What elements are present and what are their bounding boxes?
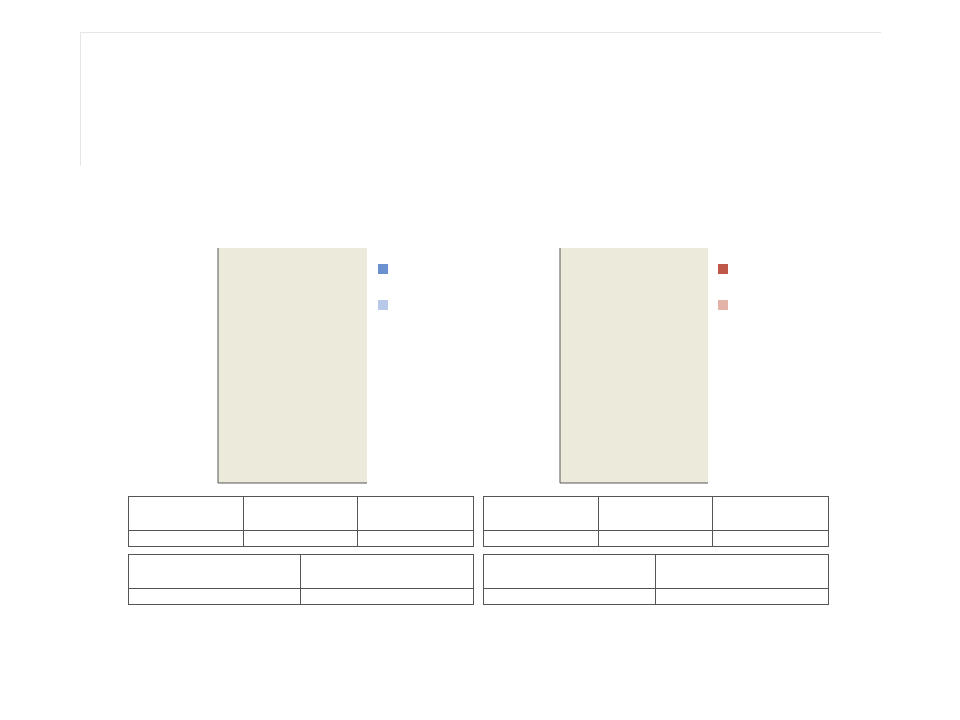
- table-header: [129, 555, 301, 589]
- table-header: [129, 497, 244, 531]
- table-cell: [484, 531, 599, 547]
- bleeding-chart: [483, 200, 853, 490]
- stroke-chart: [128, 200, 498, 490]
- figure: [112, 200, 852, 618]
- legend-swatch-observed: [378, 300, 388, 310]
- table-cell: [129, 589, 301, 605]
- legend-swatch-estimated: [378, 264, 388, 274]
- legend-swatch-estimated: [718, 264, 728, 274]
- table-cell: [598, 531, 713, 547]
- paper-title-box: [80, 32, 881, 166]
- table-header: [484, 497, 599, 531]
- table-header: [484, 555, 656, 589]
- plot-area: [560, 248, 708, 483]
- bleeding-summary-table: [483, 496, 829, 547]
- table-header: [300, 555, 474, 589]
- stroke-panel: [128, 200, 498, 618]
- bleeding-rate-table: [483, 554, 829, 605]
- table-header: [713, 497, 829, 531]
- table-cell: [358, 531, 474, 547]
- stroke-summary-table: [128, 496, 474, 547]
- table-header: [358, 497, 474, 531]
- table-cell: [129, 531, 244, 547]
- table-cell: [713, 531, 829, 547]
- plot-area: [218, 248, 367, 483]
- stroke-rate-table: [128, 554, 474, 605]
- table-cell: [243, 531, 358, 547]
- table-header: [598, 497, 713, 531]
- table-header: [243, 497, 358, 531]
- legend-swatch-observed: [718, 300, 728, 310]
- table-cell: [484, 589, 656, 605]
- table-cell: [300, 589, 474, 605]
- bleeding-panel: [483, 200, 853, 618]
- table-header: [655, 555, 829, 589]
- table-cell: [655, 589, 829, 605]
